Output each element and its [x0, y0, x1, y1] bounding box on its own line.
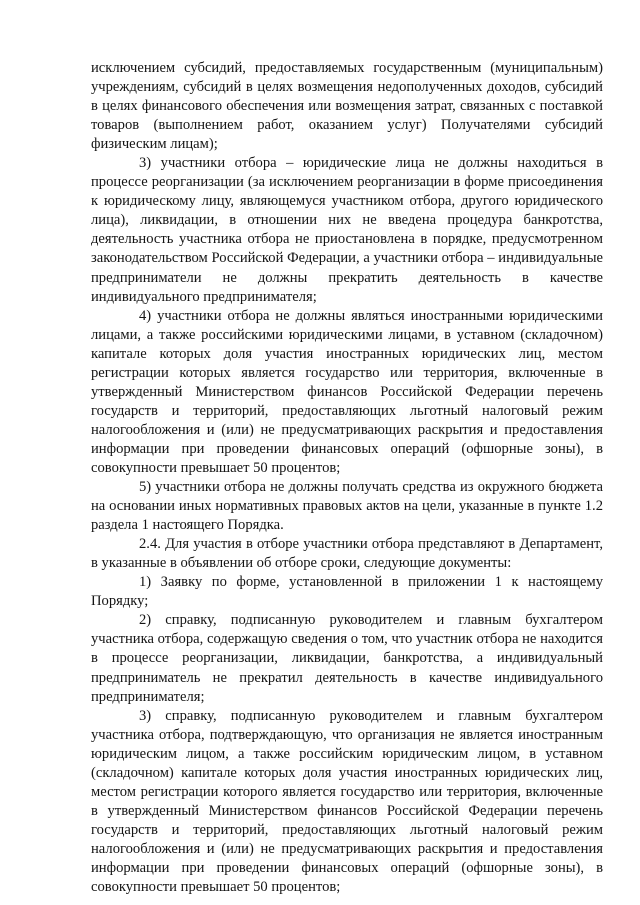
paragraph-item-3: 3) участники отбора – юридические лица не должны находиться в процессе реорганизации (за исключением реорганизации в форме присоединения к юридическому лицу, являющемуся участником отбора, другого юридического лица), ликвидации, в отношении них не введена процедура банкротства, деятельность участника отбора не приостановлена в порядке, предусмотренном законодательством Российской Федерации, а участники отбора – индивидуальные предприниматели не должны прекратить деятельность в качестве индивидуального предпринимателя;	[91, 155, 603, 305]
document-page	[91, 59, 603, 897]
paragraph-continuation: исключением субсидий, предоставляемых государственным (муниципальным) учреждениям, субсидий в целях возмещения недополученных доходов, субсидий в целях финансового обеспечения или возмещения затрат, связанных с поставкой товаров (выполнением работ, оказанием услуг) Получателями субсидий физическим лицам);	[91, 60, 603, 153]
paragraph-document-2: 2) справку, подписанную руководителем и главным бухгалтером участника отбора, содержащую сведения о том, что участник отбора не находится в процессе реорганизации, ликвидации, банкротства, а индивидуальный предприниматель не прекратил деятельность в качестве индивидуального предпринимателя;	[91, 612, 603, 705]
paragraph-section-2-4: 2.4. Для участия в отборе участники отбора представляют в Департамент, в указанные в объявлении об отборе сроки, следующие документы:	[91, 536, 603, 572]
paragraph-document-3: 3) справку, подписанную руководителем и главным бухгалтером участника отбора, подтверждающую, что организация не является иностранным юридическим лицом, а также российским юридическим лицом, в уставном (складочном) капитале которых доля участия иностранных юридических лиц, местом регистрации которого является государство или территория, включенные в утвержденный Министерством финансов Российской Федерации перечень государств и территорий, предоставляющих льготный налоговый режим налогообложения и (или) не предусматривающих раскрытия и предоставления информации при проведении финансовых операций (офшорные зоны), в совокупности превышает 50 процентов;	[91, 707, 603, 896]
paragraph-item-5: 5) участники отбора не должны получать средства из окружного бюджета на основании иных нормативных правовых актов на цели, указанные в пункте 1.2 раздела 1 настоящего Порядка.	[91, 479, 603, 534]
paragraph-item-4: 4) участники отбора не должны являться иностранными юридическими лицами, а также российскими юридическими лицами, в уставном (складочном) капитале которых доля участия иностранных юридических лиц, местом регистрации которых является государство или территория, включенные в утвержденный Министерством финансов Российской Федерации перечень государств и территорий, предоставляющих льготный налоговый режим налогообложения и (или) не предусматривающих раскрытия и предоставления информации при проведении финансовых операций (офшорные зоны), в совокупности превышает 50 процентов;	[91, 307, 603, 476]
paragraph-document-1: 1) Заявку по форме, установленной в приложении 1 к настоящему Порядку;	[91, 574, 603, 610]
